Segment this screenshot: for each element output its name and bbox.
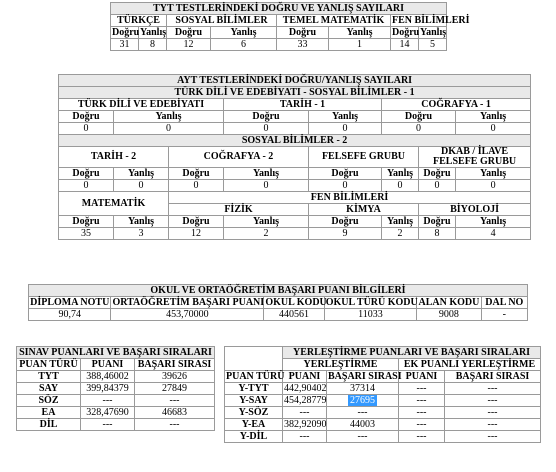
y-ek-sira: ---	[445, 407, 541, 419]
y-ek-puan: ---	[399, 395, 445, 407]
ayt-felsefe-header: FELSEFE GRUBU	[309, 147, 419, 168]
dogru-label: Doğru	[309, 216, 382, 228]
ayt-dkab-yanlis: 0	[456, 180, 531, 192]
okul-turu-kodu-value: 11033	[324, 309, 417, 321]
yanlis-label: Yanlış	[329, 27, 391, 39]
ayt-edebiyat-dogru: 0	[59, 123, 114, 135]
dogru-label: Doğru	[59, 216, 114, 228]
ayt-felsefe-yanlis: 0	[382, 180, 419, 192]
ayt-matematik-dogru: 35	[59, 228, 114, 240]
sinav-tur: SAY	[17, 383, 81, 395]
basari-sirasi-header: BAŞARI SIRASI	[135, 359, 215, 371]
tyt-turkce-yanlis: 8	[139, 39, 167, 51]
ayt-cografya2-header: COĞRAFYA - 2	[169, 147, 309, 168]
dogru-label: Doğru	[167, 27, 211, 39]
empty-corner-cell	[225, 347, 283, 371]
y-ek-puan: ---	[399, 383, 445, 395]
ayt-kimya-header: KİMYA	[309, 204, 419, 216]
puani-header: PUANI	[81, 359, 135, 371]
y-ek-puan: ---	[399, 419, 445, 431]
tyt-matematik-dogru: 33	[277, 39, 329, 51]
selected-text[interactable]: 27695	[350, 394, 375, 406]
okul-title: OKUL VE ORTAÖĞRETİM BAŞARI PUANI BİLGİLERİ	[29, 285, 528, 297]
sinav-table	[16, 346, 215, 431]
ayt-title: AYT TESTLERİNDEKİ DOĞRU/YANLIŞ SAYILARI	[59, 75, 531, 87]
tyt-table	[110, 2, 470, 51]
y-puan: 454,28779	[284, 394, 327, 406]
dogru-label: Doğru	[309, 168, 382, 180]
puan-turu-header: PUAN TÜRÜ	[17, 359, 81, 371]
basari-sirasi-header: BAŞARI SIRASI	[328, 370, 402, 382]
yanlis-label: Yanlış	[456, 111, 531, 123]
yanlis-label: Yanlış	[114, 168, 169, 180]
sinav-sira: ---	[135, 395, 215, 407]
sinav-sira: 46683	[135, 407, 215, 419]
sinav-puan: ---	[81, 395, 135, 407]
ayt-edebiyat-yanlis: 0	[114, 123, 224, 135]
obp-value: 453,70000	[111, 309, 264, 321]
tyt-matematik-yanlis: 1	[329, 39, 391, 51]
y-tur: Y-EA	[225, 419, 283, 431]
ayt-tarih2-dogru: 0	[59, 180, 114, 192]
puani-header: PUANI	[283, 371, 327, 383]
y-ek-sira: ---	[445, 419, 541, 431]
sinav-sira: ---	[135, 419, 215, 431]
tyt-fen-dogru: 14	[391, 39, 419, 51]
yanlis-label: Yanlış	[114, 111, 224, 123]
ayt-tarih2-yanlis: 0	[114, 180, 169, 192]
y-tur: Y-TYT	[225, 383, 283, 395]
ayt-biyoloji-header: BİYOLOJİ	[419, 204, 531, 216]
yanlis-label: Yanlış	[420, 26, 447, 38]
sinav-sira: 39626	[135, 371, 215, 383]
okul-kodu-header: OKUL KODU	[265, 296, 327, 308]
sinav-puan: 388,46002	[81, 371, 135, 383]
ek-puanli-title: EK PUANLI YERLEŞTİRME	[399, 359, 541, 371]
ayt-fizik-yanlis: 2	[224, 228, 309, 240]
y-sira-selected	[327, 395, 399, 407]
y-puan: ---	[283, 407, 327, 419]
ayt-tarih1-header: TARİH - 1	[224, 99, 382, 111]
dogru-label: Doğru	[112, 26, 140, 38]
ayt-tarih1-yanlis: 0	[309, 123, 382, 135]
y-tur: Y-SÖZ	[225, 407, 283, 419]
ayt-fizik-header: FİZİK	[169, 204, 309, 216]
ayt-biyoloji-dogru: 8	[419, 228, 456, 240]
y-sira: ---	[327, 407, 399, 419]
ayt-fizik-dogru: 12	[169, 228, 224, 240]
okul-turu-kodu-header: OKUL TÜRÜ KODU	[325, 296, 418, 308]
dogru-label: Doğru	[169, 168, 224, 180]
sinav-tur: DİL	[17, 419, 81, 431]
dogru-label: Doğru	[419, 216, 456, 228]
y-puan: 442,90402	[284, 382, 327, 394]
yerlestirme-table	[224, 346, 541, 443]
y-sira: ---	[327, 431, 399, 443]
tyt-sosyal-dogru: 12	[167, 39, 211, 51]
ayt-kimya-dogru: 9	[309, 228, 382, 240]
ayt-edebiyat-header: TÜRK DİLİ VE EDEBİYATI	[59, 99, 224, 111]
ayt-cografya2-yanlis: 0	[224, 180, 309, 192]
yanlis-label: Yanlış	[382, 168, 419, 180]
ek-puani-header: PUANI	[399, 371, 445, 383]
tyt-title: TYT TESTLERİNDEKİ DOĞRU VE YANLIŞ SAYILARI	[111, 3, 447, 15]
dogru-label: Doğru	[277, 27, 329, 39]
obp-header: ORTAÖĞRETİM BAŞARI PUANI	[112, 296, 265, 308]
sinav-sira: 27849	[135, 383, 215, 395]
yerlestirme-subtitle: YERLEŞTİRME	[283, 359, 399, 371]
y-sira: 44003	[327, 419, 399, 431]
dogru-label: Doğru	[224, 111, 309, 123]
y-tur: Y-SAY	[225, 395, 283, 407]
ayt-table	[58, 74, 531, 240]
y-ek-puan: ---	[399, 407, 445, 419]
dogru-label: Doğru	[392, 26, 420, 38]
ayt-dkab-header: DKAB / İLAVE FELSEFE GRUBU	[419, 147, 531, 168]
y-puan: ---	[283, 431, 327, 443]
yanlis-label: Yanlış	[456, 168, 531, 180]
ayt-matematik-yanlis: 3	[114, 228, 169, 240]
ayt-dkab-dogru: 0	[419, 180, 456, 192]
dogru-label: Doğru	[419, 168, 456, 180]
y-ek-puan: ---	[399, 431, 445, 443]
y-tur: Y-DİL	[225, 431, 283, 443]
ayt-matematik-header: MATEMATİK	[59, 192, 169, 216]
sinav-tur: SÖZ	[17, 395, 81, 407]
tyt-subject-matematik: TEMEL MATEMATİK	[277, 15, 391, 27]
yanlis-label: Yanlış	[140, 26, 167, 38]
okul-table	[28, 284, 528, 321]
dogru-label: Doğru	[59, 111, 114, 123]
dogru-label: Doğru	[59, 168, 114, 180]
y-sira: 37314	[327, 383, 399, 395]
okul-kodu-value: 440561	[264, 309, 324, 321]
ayt-tarih2-header: TARİH - 2	[59, 147, 169, 168]
dogru-label: Doğru	[382, 111, 456, 123]
tyt-turkce-dogru: 31	[111, 39, 139, 51]
yerlestirme-title: YERLEŞTİRME PUANLARI VE BAŞARI SIRALARI	[283, 347, 541, 359]
ayt-kimya-yanlis: 2	[382, 228, 419, 240]
sinav-tur: TYT	[17, 371, 81, 383]
dal-no-header: DAL NO	[481, 297, 527, 309]
yanlis-label: Yanlış	[456, 216, 531, 228]
ek-basari-sirasi-header: BAŞARI SIRASI	[445, 371, 541, 383]
sinav-tur: EA	[17, 407, 81, 419]
dogru-label: Doğru	[169, 216, 224, 228]
tyt-subject-fen: FEN BİLİMLERİ	[392, 14, 470, 26]
yanlis-label: Yanlış	[382, 216, 419, 228]
ayt-group2-title: SOSYAL BİLİMLER - 2	[59, 135, 531, 147]
ayt-cografya2-dogru: 0	[169, 180, 224, 192]
sinav-puan: 328,47690	[81, 407, 135, 419]
yanlis-label: Yanlış	[309, 111, 382, 123]
sinav-title: SINAV PUANLARI VE BAŞARI SIRALARI	[17, 347, 215, 359]
ayt-biyoloji-yanlis: 4	[456, 228, 531, 240]
ayt-cografya1-header: COĞRAFYA - 1	[382, 99, 531, 111]
dal-no-value: -	[481, 309, 527, 321]
tyt-subject-turkce: TÜRKÇE	[111, 15, 167, 27]
diploma-notu-header: DİPLOMA NOTU	[30, 296, 110, 308]
yanlis-label: Yanlış	[114, 216, 169, 228]
ayt-cografya1-dogru: 0	[382, 123, 456, 135]
ayt-felsefe-dogru: 0	[309, 180, 382, 192]
sinav-puan: ---	[81, 419, 135, 431]
diploma-notu-value: 90,74	[29, 309, 111, 321]
sinav-puan: 399,84379	[81, 383, 135, 395]
ayt-fen-title: FEN BİLİMLERİ	[169, 192, 531, 204]
y-ek-sira: ---	[445, 383, 541, 395]
ayt-tarih1-dogru: 0	[224, 123, 309, 135]
y-puan: 382,92090	[284, 418, 327, 430]
puan-turu-header: PUAN TÜRÜ	[226, 370, 285, 382]
tyt-subject-sosyal: SOSYAL BİLİMLER	[167, 15, 277, 27]
alan-kodu-header: ALAN KODU	[418, 296, 480, 308]
yanlis-label: Yanlış	[211, 27, 277, 39]
ayt-group1-title: TÜRK DİLİ VE EDEBİYATI - SOSYAL BİLİMLER - 1	[59, 87, 531, 99]
y-ek-sira: ---	[445, 431, 541, 443]
tyt-fen-yanlis: 5	[419, 39, 447, 51]
ayt-cografya1-yanlis: 0	[456, 123, 531, 135]
tyt-sosyal-yanlis: 6	[211, 39, 277, 51]
yanlis-label: Yanlış	[224, 216, 309, 228]
alan-kodu-value: 9008	[417, 309, 481, 321]
yanlis-label: Yanlış	[224, 168, 309, 180]
y-ek-sira: ---	[445, 395, 541, 407]
